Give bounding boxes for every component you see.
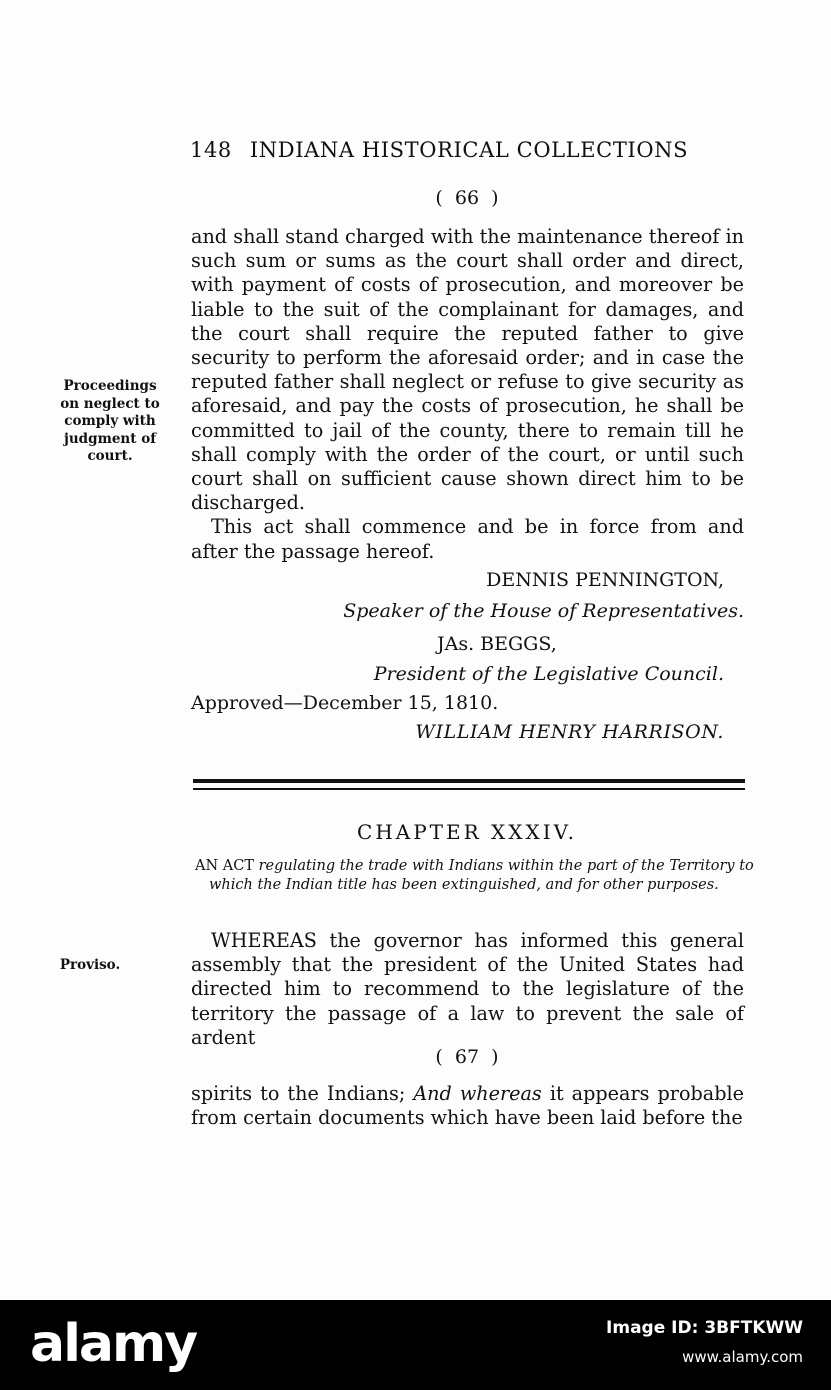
page-number: 148: [190, 138, 232, 162]
section-number-66: ( 66 ): [435, 187, 499, 209]
president-name: JAs. BEGGS,: [437, 633, 557, 655]
act-title-text: regulating the trade with Indians within the part of the Territory to which the Indian title has been extinguished, and for other purposes.: [209, 858, 754, 893]
paragraph-text: WHEREAS the governor has informed this general assembly that the president of the United States had directed him to recommend to the legislature of the territory the passage of a law to prevent the sale of ardent: [191, 929, 744, 1049]
margin-note-proviso: Proviso.: [59, 957, 121, 973]
paragraph-commencement: This act shall commence and be in force from and after the passage hereof.: [191, 515, 744, 563]
act-title: [195, 857, 757, 895]
paragraph-text: [191, 1082, 744, 1130]
speaker-name: DENNIS PENNINGTON,: [486, 569, 724, 591]
section-divider-thick: [193, 779, 745, 783]
act-prefix: AN ACT: [195, 858, 255, 874]
approval-date: Approved—December 15, 1810.: [191, 692, 499, 714]
speaker-title: Speaker of the House of Representatives.: [343, 600, 744, 622]
collection-title: INDIANA HISTORICAL COLLECTIONS: [249, 138, 689, 162]
paragraph-spirits: [191, 1082, 744, 1130]
governor-signature: WILLIAM HENRY HARRISON.: [415, 721, 724, 743]
section-number-67: ( 67 ): [435, 1046, 499, 1068]
site-url: www.alamy.com: [682, 1348, 803, 1366]
chapter-heading: CHAPTER XXXIV.: [357, 820, 577, 844]
paragraph-whereas: [191, 929, 744, 1050]
paragraph-maintenance: [191, 225, 744, 564]
text-run: spirits to the Indians;: [191, 1082, 406, 1105]
image-id: Image ID: 3BFTKWW: [606, 1318, 803, 1338]
president-title: President of the Legislative Council.: [373, 663, 724, 685]
running-head: [190, 138, 688, 162]
text-run: it appears probable from certain documents which have been laid before the: [191, 1082, 744, 1130]
section-divider-thin: [193, 788, 745, 790]
margin-note-proceedings: Proceedings on neglect to comply with judgment of court.: [60, 378, 160, 464]
text-run-italic: And whereas: [413, 1082, 542, 1105]
alamy-logo: alamy: [30, 1314, 197, 1374]
paragraph-text: and shall stand charged with the maintenance thereof in such sum or sums as the court shall order and direct, with payment of costs of prosecution, and moreover be liable to the suit of the complainant for damages, and the court shall require the reputed father to give security to perform the aforesaid order; and in case the reputed father shall neglect or refuse to give security as aforesaid, and pay the costs of prosecution, he shall be committed to jail of the county, there to remain till he shall comply with the order of the court, or until such court shall on sufficient cause shown direct him to be discharged.: [191, 225, 744, 515]
